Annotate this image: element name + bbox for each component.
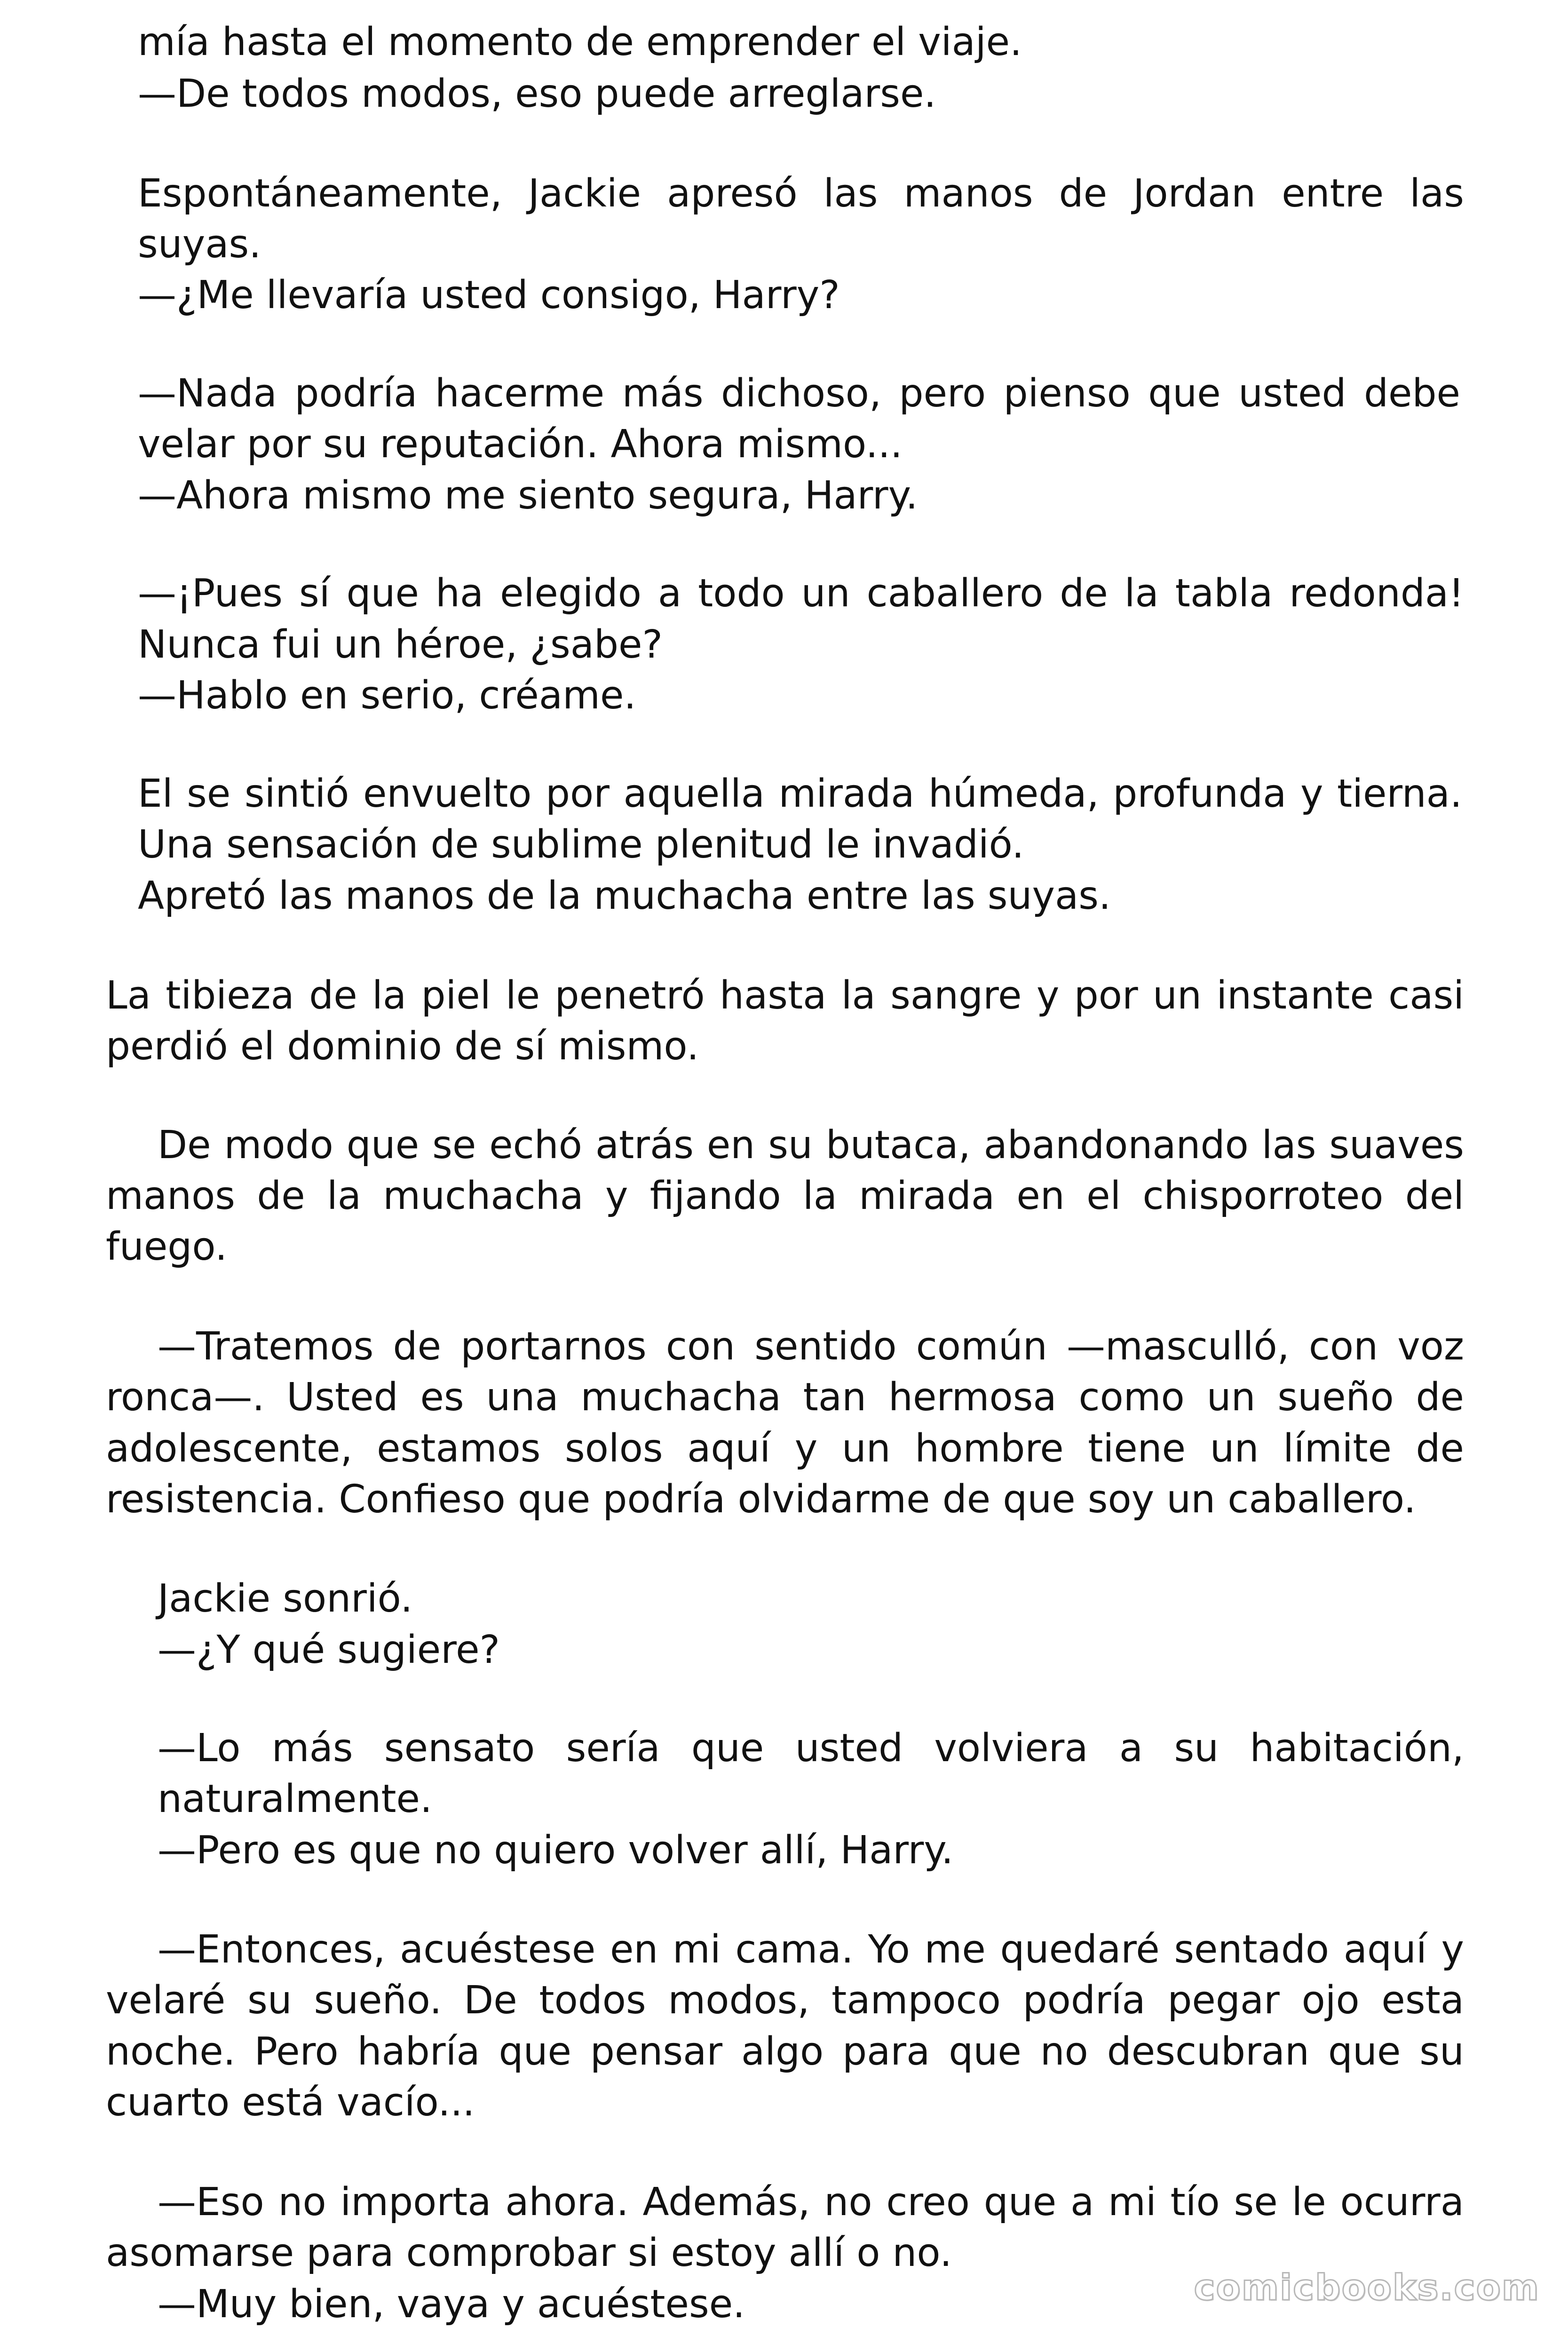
text-line: perdió el dominio de sí mismo. (106, 1024, 699, 1069)
text-line: —Hablo en serio, créame. (138, 673, 636, 718)
text-line: mía hasta el momento de emprender el viaje. (138, 20, 1022, 64)
text-line: cuarto está vacío... (106, 2080, 475, 2125)
text-line: —Eso no importa ahora. Además, no creo que a mi tío se le ocurra (158, 2180, 1464, 2225)
text-line: Espontáneamente, Jackie apresó las manos de Jordan entre las (138, 171, 1464, 216)
text-line: —¡Pues sí que ha elegido a todo un caballero de la tabla redonda! (138, 571, 1464, 616)
text-line: —¿Me llevaría usted consigo, Harry? (138, 273, 840, 318)
text-line: velar por su reputación. Ahora mismo... (138, 422, 903, 467)
text-line: naturalmente. (158, 1777, 433, 1821)
text-line: —Lo más sensato sería que usted volviera a su habitación, (158, 1726, 1464, 1771)
watermark: comicbooks.com (1194, 2266, 1540, 2308)
text-line: asomarse para comprobar si estoy allí o no. (106, 2231, 952, 2275)
text-line: velaré su sueño. De todos modos, tampoco podría pegar ojo esta (106, 1978, 1464, 2023)
text-line: fuego. (106, 1224, 228, 1269)
text-line: noche. Pero habría que pensar algo para que no descubran que su (106, 2029, 1464, 2074)
text-line: —¿Y qué sugiere? (158, 1628, 500, 1672)
text-line: —Nada podría hacerme más dichoso, pero pienso que usted debe (138, 371, 1460, 416)
text-line: Una sensación de sublime plenitud le invadió. (138, 822, 1024, 867)
text-line: suyas. (138, 222, 261, 267)
text-line: ronca—. Usted es una muchacha tan hermosa como un sueño de (106, 1375, 1464, 1420)
text-line: —De todos modos, eso puede arreglarse. (138, 72, 936, 116)
text-line: adolescente, estamos solos aquí y un hombre tiene un límite de (106, 1426, 1464, 1471)
text-line: —Tratemos de portarnos con sentido común —masculló, con voz (158, 1324, 1464, 1369)
text-line: —Pero es que no quiero volver allí, Harry. (158, 1828, 954, 1873)
text-line: manos de la muchacha y fijando la mirada en el chisporroteo del (106, 1174, 1464, 1218)
text-line: Nunca fui un héroe, ¿sabe? (138, 622, 663, 667)
text-line: —Entonces, acuéstese en mi cama. Yo me quedaré sentado aquí y (158, 1927, 1464, 1972)
text-line: De modo que se echó atrás en su butaca, abandonando las suaves (158, 1123, 1464, 1168)
text-line: —Ahora mismo me siento segura, Harry. (138, 473, 918, 518)
text-line: Jackie sonrió. (158, 1576, 413, 1621)
text-line: El se sintió envuelto por aquella mirada húmeda, profunda y tierna. (138, 771, 1462, 816)
text-line: La tibieza de la piel le penetró hasta la sangre y por un instante casi (106, 973, 1464, 1018)
text-line: —Muy bien, vaya y acuéstese. (158, 2282, 745, 2327)
text-line: Apretó las manos de la muchacha entre las suyas. (138, 874, 1111, 918)
text-line: resistencia. Confieso que podría olvidarme de que soy un caballero. (106, 1477, 1416, 1522)
